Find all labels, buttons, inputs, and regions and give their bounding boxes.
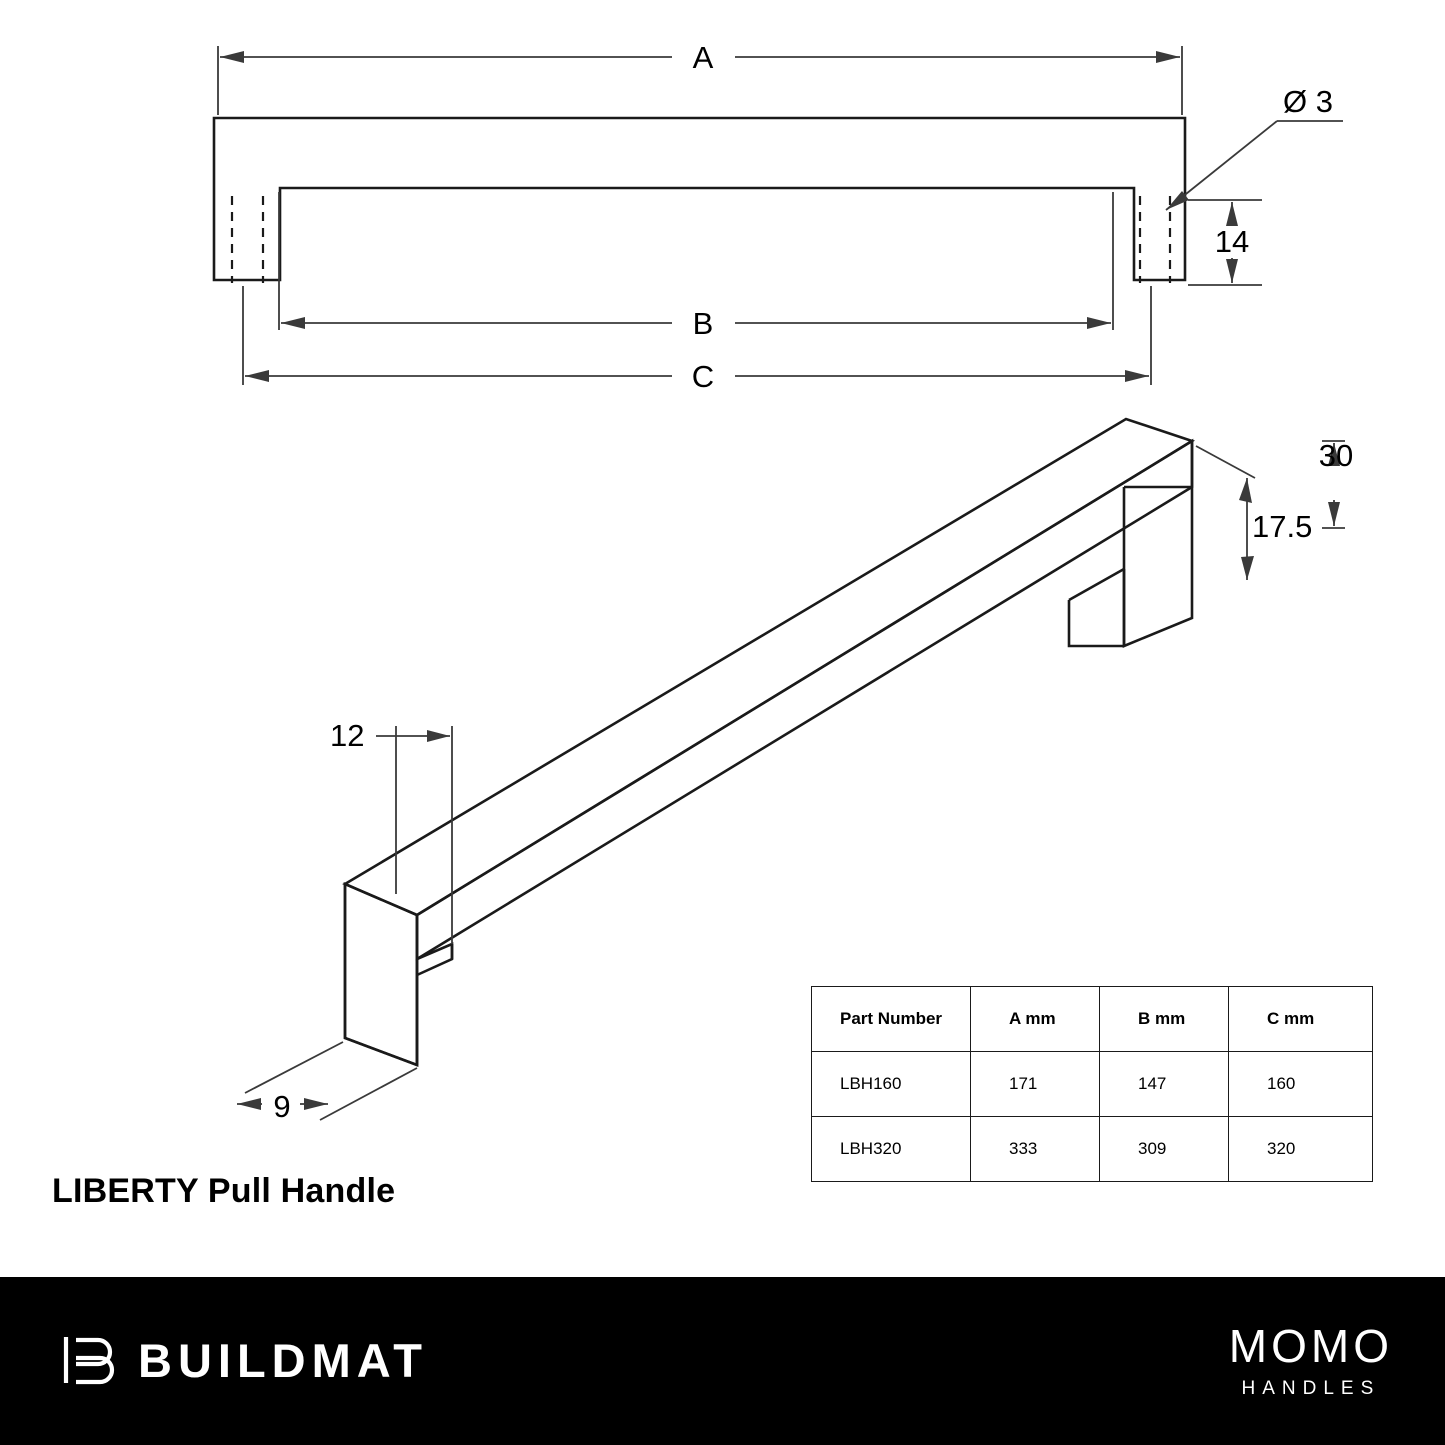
right-leg-outline xyxy=(1124,441,1192,646)
dim-thickness-label: 9 xyxy=(273,1089,291,1124)
cell-b: 309 xyxy=(1100,1117,1229,1182)
dim-height-label: 14 xyxy=(1214,224,1250,259)
right-leg-inner xyxy=(1069,600,1124,646)
dimension-width xyxy=(376,726,452,944)
table-row xyxy=(812,1052,1373,1117)
buildmat-mark-icon xyxy=(56,1327,122,1393)
dim-depth-label: 30 xyxy=(1318,438,1354,473)
table-row xyxy=(812,1117,1373,1182)
cell-part-number: LBH320 xyxy=(812,1117,971,1182)
spec-table xyxy=(811,986,1373,1182)
th-a-mm: A mm xyxy=(971,987,1100,1052)
dim-b-label: B xyxy=(692,306,714,341)
cell-part-number: LBH160 xyxy=(812,1052,971,1117)
right-leg-inner-top xyxy=(1069,569,1124,600)
hidden-screw-lines xyxy=(232,196,1170,283)
dim-width-label: 12 xyxy=(330,718,365,753)
dim-hole-label: Ø 3 xyxy=(1283,84,1333,119)
th-b-mm: B mm xyxy=(1100,987,1229,1052)
cell-c: 160 xyxy=(1229,1052,1373,1117)
isometric-view xyxy=(345,419,1192,1065)
buildmat-logo xyxy=(56,1327,428,1393)
momo-logo xyxy=(1228,1320,1393,1400)
handle-outline xyxy=(214,118,1185,280)
cell-a: 333 xyxy=(971,1117,1100,1182)
cell-b: 147 xyxy=(1100,1052,1229,1117)
left-leg-notch xyxy=(417,944,452,959)
th-part-number: Part Number xyxy=(812,987,971,1052)
momo-wordmark: MOMO xyxy=(1228,1320,1393,1372)
bar-top-face xyxy=(345,419,1192,915)
dim-c-label: C xyxy=(691,359,715,394)
footer-bar xyxy=(0,1277,1445,1445)
dim-a-label: A xyxy=(692,40,714,75)
hole-leader xyxy=(1166,121,1343,210)
page-title-text: LIBERTY Pull Handle xyxy=(52,1172,396,1210)
momo-subtitle: HANDLES xyxy=(1241,1378,1381,1399)
buildmat-wordmark: BUILDMAT xyxy=(138,1333,428,1387)
cell-c: 320 xyxy=(1229,1117,1373,1182)
bar-front-face xyxy=(417,441,1192,959)
dim-projection-label: 17.5 xyxy=(1252,509,1313,544)
page-title xyxy=(52,1172,395,1211)
front-elevation-view xyxy=(214,118,1185,280)
th-c-mm: C mm xyxy=(1229,987,1373,1052)
table-header-row xyxy=(812,987,1373,1052)
bar-left-end-face xyxy=(345,884,417,1065)
cell-a: 171 xyxy=(971,1052,1100,1117)
